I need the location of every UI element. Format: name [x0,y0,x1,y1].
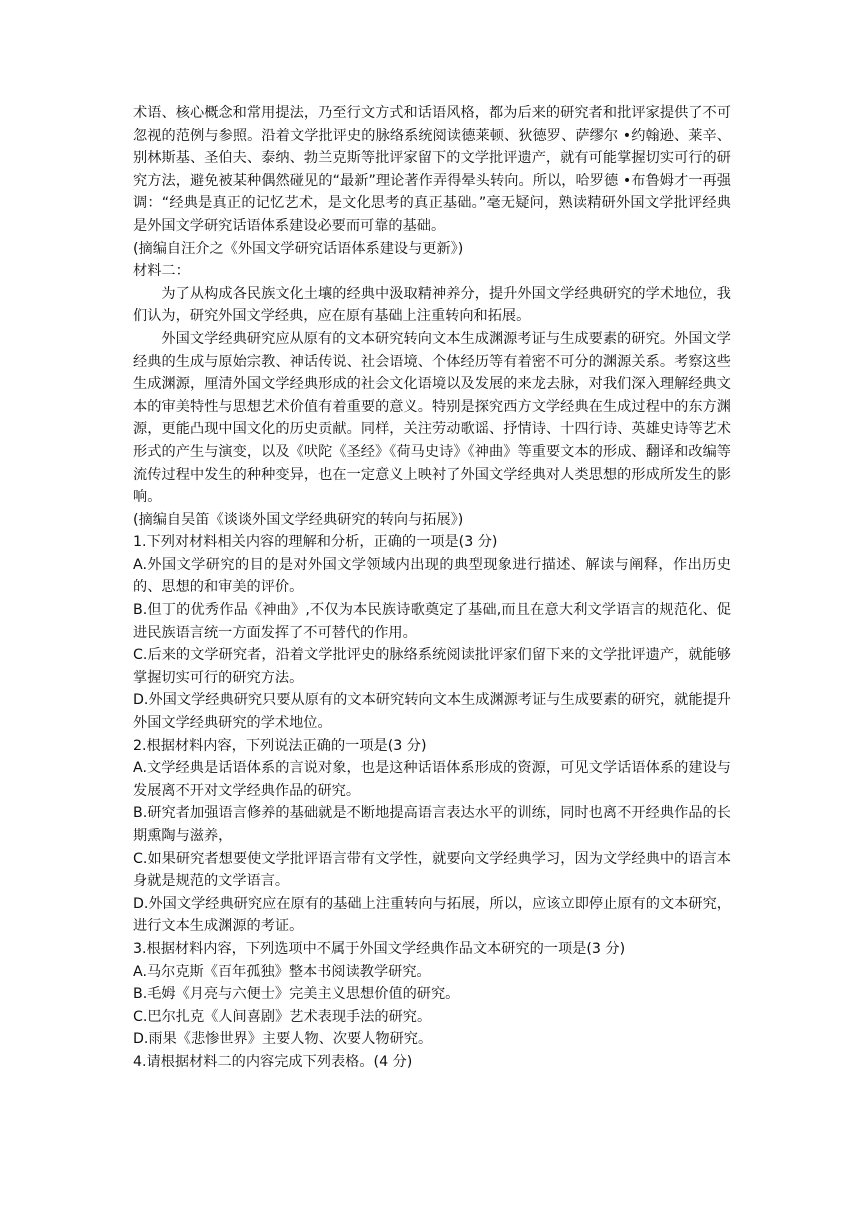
source-citation-2: (摘编自吴笛《谈谈外国文学经典研究的转向与拓展》) [133,511,464,528]
material2-paragraph-1: 为了从构成各民族文化土壤的经典中汲取精神养分，提升外国文学经典研究的学术地位，我们认为，研究外国文学经典，应在原有基础上注重转向和拓展。 [133,285,731,325]
question-2 [133,735,731,938]
question-1 [133,531,731,734]
option-d: D.雨果《悲惨世界》主要人物、次要人物研究。 [133,1031,433,1048]
question-stem: 1.下列对材料相关内容的理解和分析，正确的一项是(3 分) [133,534,498,551]
question-stem: 3.根据材料内容，下列选项中不属于外国文学经典作品文本研究的一项是(3 分) [133,940,626,957]
option-b: B.研究者加强语言修养的基础就是不断地提高语言表达水平的训练，同时也离不开经典作品的长期熏陶与滋养， [133,805,731,844]
source-citation-1: (摘编自汪介之《外国文学研究话语体系建设与更新》) [133,240,464,257]
material2-label: 材料二： [133,263,190,280]
question-4 [133,1051,731,1074]
option-b: B.但丁的优秀作品《神曲》,不仅为本民族诗歌奠定了基础,而且在意大利文学语言的规范化、促进民族语言统一方面发挥了不可替代的作用。 [133,602,731,641]
option-c: C.如果研究者想要使文学批评语言带有文学性，就要向文学经典学习，因为文学经典中的语言本身就是规范的文学语言。 [133,850,731,890]
document-page [133,102,731,1074]
material1-tail-paragraph: 术语、核心概念和常用提法，乃至行文方式和话语风格，都为后来的研究者和批评家提供了不可忽视的范例与参照。沿着文学批评史的脉络系统阅读德莱顿、狄德罗、萨缪尔 •约翰逊、莱辛、别林斯基、圣伯夫、泰纳、勃兰克斯等批评家留下的文学批评遗产，就有可能掌握切实可行的研究方法，避免被某种偶然碰见的“最新”理论著作弄得晕头转向。所以，哈罗德 •布鲁姆才一再强调：“经典是真正的记忆艺术，是文化思考的真正基础。”毫无疑问，熟读精研外国文学批评经典是外国文学研究话语体系建设必要而可靠的基础。 [133,105,731,234]
option-d: D.外国文学经典研究只要从原有的文本研究转向文本生成渊源考证与生成要素的研究，就能提升外国文学经典研究的学术地位。 [133,692,731,732]
option-c: C.后来的文学研究者，沿着文学批评史的脉络系统阅读批评家们留下来的文学批评遗产，就能够掌握切实可行的研究方法。 [133,647,731,686]
material2-paragraph-2: 外国文学经典研究应从原有的文本研究转向文本生成渊源考证与生成要素的研究。外国文学经典的生成与原始宗教、神话传说、社会语境、个体经历等有着密不可分的渊源关系。考察这些生成渊源，厘清外国文学经典形成的社会文化语境以及发展的来龙去脉，对我们深入理解经典文本的审美特性与思想艺术价值有着重要的意义。特别是探究西方文学经典在生成过程中的东方渊源，更能凸现中国文化的历史贡献。同样，关注劳动歌谣、抒情诗、十四行诗、英雄史诗等艺术形式的产生与演变，以及《吠陀《圣经》《荷马史诗》《神曲》等重要文本的形成、翻译和改编等流传过程中发生的种种变异，也在一定意义上映衬了外国文学经典对人类思想的形成所发生的影响。 [133,330,731,506]
option-a: A.文学经典是话语体系的言说对象，也是这种话语体系形成的资源，可见文学话语体系的建设与发展离不开对文学经典作品的研究。 [133,760,731,799]
option-c: C.巴尔扎克《人间喜剧》艺术表现手法的研究。 [133,1008,432,1025]
question-stem: 2.根据材料内容，下列说法正确的一项是(3 分) [133,737,427,754]
option-a: A.外国文学研究的目的是对外国文学领域内出现的典型现象进行描述、解读与阐释，作出历史的、思想的和审美的评价。 [133,556,731,596]
option-a: A.马尔克斯《百年孤独》整本书阅读教学研究。 [133,963,431,980]
option-d: D.外国文学经典研究应在原有的基础上注重转向与拓展，所以，应该立即停止原有的文本研究，进行文本生成渊源的考证。 [133,895,731,935]
question-stem: 4.请根据材料二的内容完成下列表格。(4 分) [133,1053,413,1070]
question-3 [133,938,731,1051]
option-b: B.毛姆《月亮与六便士》完美主义思想价值的研究。 [133,986,460,1003]
